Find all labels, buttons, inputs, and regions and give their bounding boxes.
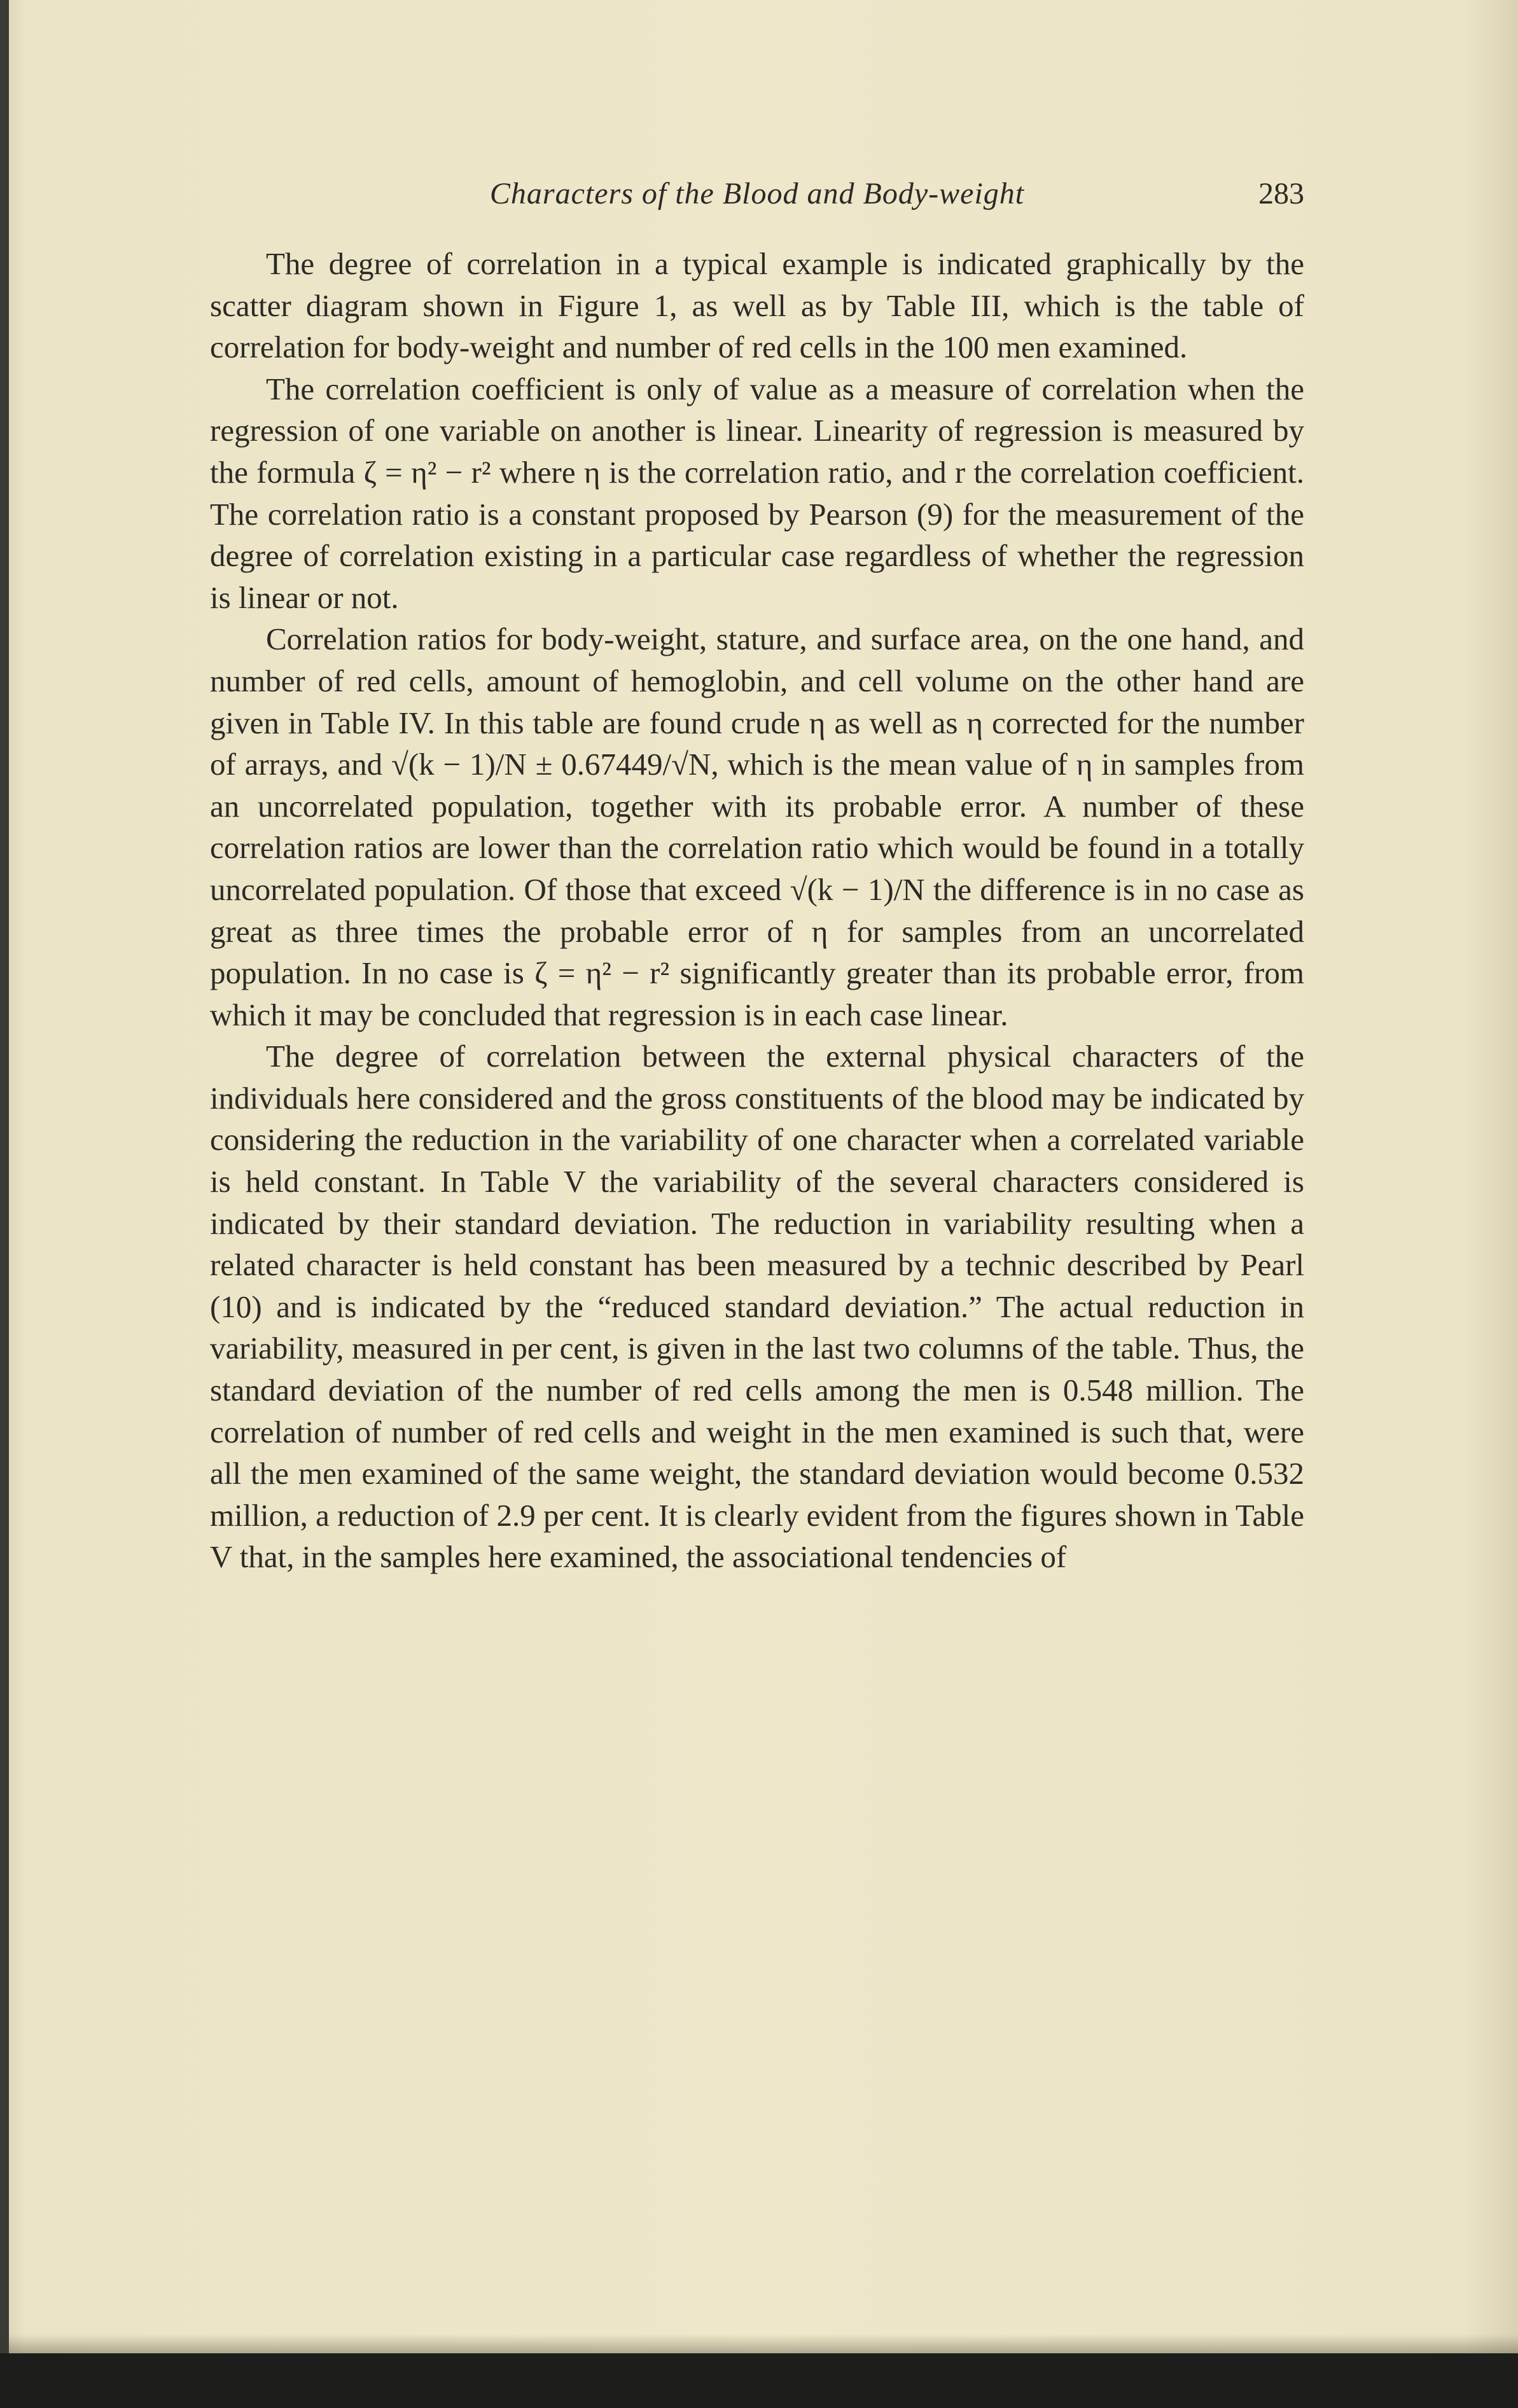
paragraph-scatter-diagram: The degree of correlation in a typical example is indicated graphically by the scatter diagram shown in Figure 1, as well as by Table III, which is the table of correlation for body-weight and number of red cells in the 100 men examined. (210, 246, 1304, 365)
page-bottom-edge (0, 2353, 1518, 2408)
body-text (210, 243, 1304, 1578)
paragraph-reduced-variability: The degree of correlation between the external physical characters of the individuals here considered and the gross constituents of the blood may be indicated by considering the reduction in the variability of one character when a correlated variable is held constant. In Table V the variability of the several characters considered is indicated by their standard deviation. The reduction in variability resulting when a related character is held constant has been measured by a technic described by Pearl (10) and is indicated by the “reduced standard deviation.” The actual reduction in variability, measured in per cent, is given in the last two columns of the table. Thus, the standard deviation of the number of red cells among the men is 0.548 million. The correlation of number of red cells and weight in the men examined is such that, were all the men examined of the same weight, the standard deviation would become 0.532 million, a reduction of 2.9 per cent. It is clearly evident from the figures shown in Table V that, in the samples here examined, the associational tendencies of (210, 1039, 1304, 1575)
page-bottom-shadow (0, 2334, 1518, 2353)
running-title: Characters of the Blood and Body-weight (489, 177, 1025, 211)
page-binding-edge (0, 0, 9, 2408)
paragraph-correlation-ratios: Correlation ratios for body-weight, stature, and surface area, on the one hand, and number of red cells, amount of hemoglobin, and cell volume on the other hand are given in Table IV. In this table are found crude η as well as η corrected for the number of arrays, and √(k − 1)/N ± 0.67449/√N, which is the mean value of η in samples from an uncorrelated population, together with its probable error. A number of these correlation ratios are lower than the correlation ratio which would be found in a totally uncorrelated population. Of those that exceed √(k − 1)/N the difference is in no case as great as three times the probable error of η for samples from an uncorrelated population. In no case is ζ = η² − r² significantly greater than its probable error, from which it may be concluded that regression is in each case linear. (210, 621, 1304, 1032)
running-head (210, 172, 1304, 216)
page-number: 283 (1258, 177, 1304, 211)
paragraph-linearity-of-regression: The correlation coefficient is only of value as a measure of correlation when the regression of one variable on another is linear. Linearity of regression is measured by the formula ζ = η² − r² where η is the correlation ratio, and r the correlation coefficient. The correlation ratio is a constant proposed by Pearson (9) for the measurement of the degree of correlation existing in a particular case regardless of whether the regression is linear or not. (210, 371, 1304, 615)
